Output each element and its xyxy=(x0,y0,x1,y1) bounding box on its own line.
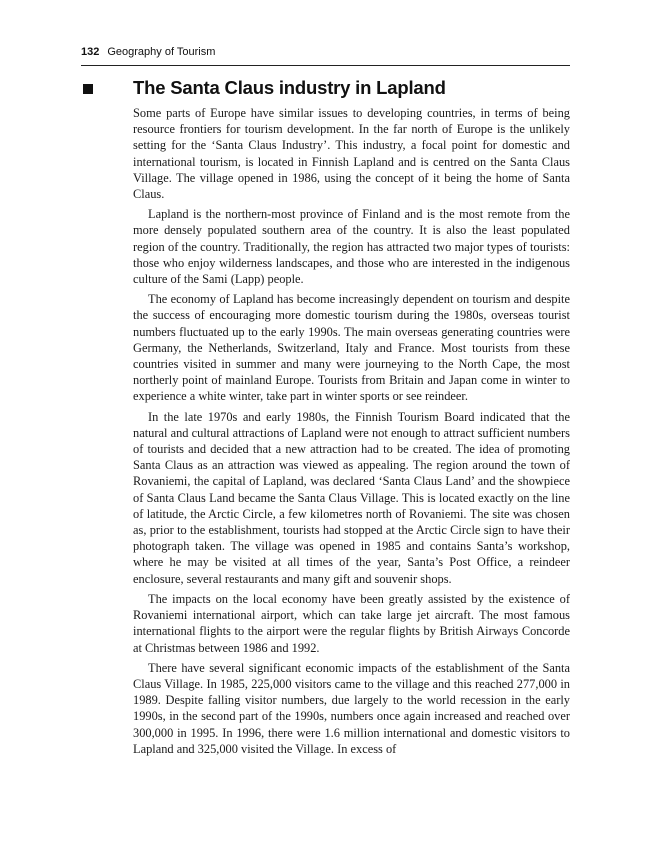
paragraph: There have several significant economic impacts of the establishment of the Santa Claus Village. In 1985, 225,000 visitors came to the village and this reached 277,000 in 1989. Despite falling visitor numbers, due largely to the world recession in the early 1990s, in the second part of the 1990s, numbers once again increased and reached over 300,000 in 1995. In 1996, there were 1.6 million international and domestic visitors to Lapland and 325,000 visited the Village. In excess of xyxy=(133,660,570,756)
paragraph: The economy of Lapland has become increasingly dependent on tourism and despite the success of encouraging more domestic tourism during the 1980s, overseas tourist numbers fluctuated up to the early 1990s. The main overseas generating countries were Germany, the Netherlands, Switzerland, Italy and France. Most tourists from these countries visited in summer and many were journeying to the North Cape, the most northerly point of mainland Europe. Tourists from Britain and Japan come in winter to experience a white winter, take part in winter sports or see reindeer. xyxy=(133,292,570,404)
paragraph: The impacts on the local economy have been greatly assisted by the existence of Rovaniemi international airport, which can take large jet aircraft. The most famous international flights to the airport were the regular flights by British Airways Concorde at Christmas between 1986 and 1992. xyxy=(133,591,570,655)
running-header xyxy=(81,45,570,66)
body-text xyxy=(133,105,570,761)
paragraph: Lapland is the northern-most province of Finland and is the most remote from the more densely populated southern area of the country. It is also the least populated region of the country. Traditionally, the region has attracted two major types of tourists: those who enjoy wilderness landscapes, and those who are interested in the indigenous culture of the Sami (Lapp) people. xyxy=(133,207,570,287)
paragraph: In the late 1970s and early 1980s, the Finnish Tourism Board indicated that the natural and cultural attractions of Lapland were not enough to attract sufficient numbers of tourists and decided that a new attraction had to be created. The idea of promoting Santa Claus as an attraction was viewed as appealing. The region around the town of Rovaniemi, the capital of Lapland, was declared ‘Santa Claus Land’ and the showpiece of Santa Claus Land became the Santa Claus Village. This is located exactly on the line of latitude, the Arctic Circle, a few kilometres north of Rovaniemi. The site was chosen as, prior to the establishment, tourists had stopped at the Arctic Circle sign to have their photograph taken. The village was opened in 1985 and contains Santa’s workshop, where he may be visited at all times of the year, Santa’s Post Office, a reindeer enclosure, several restaurants and many gift and souvenir shops. xyxy=(133,409,570,586)
section-title: The Santa Claus industry in Lapland xyxy=(133,77,446,98)
page-number: 132 xyxy=(81,46,100,58)
square-bullet-icon xyxy=(83,84,93,94)
section-heading xyxy=(81,75,570,103)
running-title: Geography of Tourism xyxy=(107,46,216,58)
paragraph: Some parts of Europe have similar issues to developing countries, in terms of being resource frontiers for tourism development. In the far north of Europe is the unlikely setting for the ‘Santa Claus Industry’. This industry, a focal point for domestic and international tourism, is located in Finnish Lapland and is centred on the Santa Claus Village. The village opened in 1986, using the concept of it being the home of Santa Claus. xyxy=(133,106,570,202)
